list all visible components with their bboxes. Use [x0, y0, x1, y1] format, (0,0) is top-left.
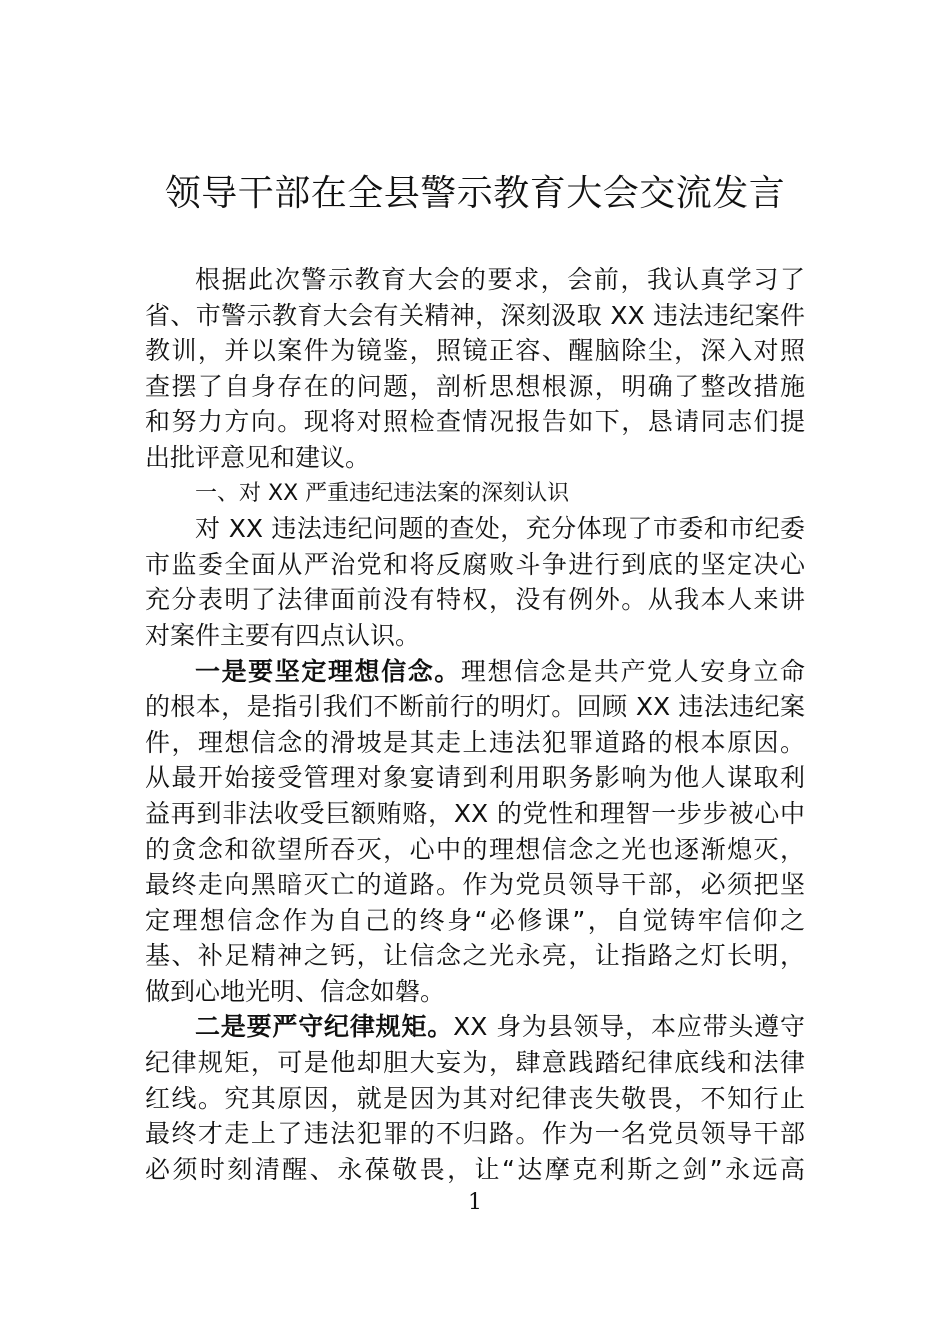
- intro-line: 教训，并以案件为镜鉴，照镜正容、醒脑除尘，深入对照: [145, 336, 805, 366]
- point1-heading: 一是要坚定理想信念。: [195, 656, 461, 686]
- point1-first-line: [145, 654, 805, 690]
- point2-heading: 二是要严守纪律规矩。: [195, 1012, 454, 1042]
- section-heading: 一、对 XX 严重违纪违法案的深刻认识: [195, 480, 570, 506]
- section-line: 对案件主要有四点认识。: [145, 620, 421, 650]
- point2-line: 必须时刻清醒、永葆敬畏，让“达摩克利斯之剑”永远高: [145, 1154, 805, 1184]
- point1-line: 的根本，是指引我们不断前行的明灯。回顾 XX 违法违纪案: [145, 692, 805, 722]
- point1-line: 的贪念和欲望所吞灭，心中的理想信念之光也逐渐熄灭，: [145, 834, 805, 864]
- point1-line: 益再到非法收受巨额贿赂，XX 的党性和理智一步步被心中: [145, 798, 805, 828]
- document-title: 领导干部在全县警示教育大会交流发言: [164, 173, 786, 214]
- document-body: [145, 262, 805, 1187]
- page-number: 1: [468, 1190, 482, 1215]
- section-line: 对 XX 违法违纪问题的查处，充分体现了市委和市纪委: [195, 514, 805, 544]
- point2-line: 纪律规矩，可是他却胆大妄为，肆意践踏纪律底线和法律: [145, 1048, 805, 1078]
- point1-line: 从最开始接受管理对象宴请到利用职务影响为他人谋取利: [145, 763, 805, 793]
- point2-line: 最终才走上了违法犯罪的不归路。作为一名党员领导干部: [145, 1119, 805, 1149]
- point1-line: 定理想信念作为自己的终身“必修课”，自觉铸牢信仰之: [145, 905, 805, 935]
- intro-line: 根据此次警示教育大会的要求，会前，我认真学习了: [195, 265, 805, 294]
- intro-line: 省、市警示教育大会有关精神，深刻汲取 XX 违法违纪案件: [145, 300, 805, 330]
- point2-first-text: XX 身为县领导，本应带头遵守: [453, 1012, 805, 1042]
- section-line: 市监委全面从严治党和将反腐败斗争进行到底的坚定决心: [145, 549, 805, 579]
- intro-line: 出批评意见和建议。: [145, 442, 371, 472]
- point1-line: 最终走向黑暗灭亡的道路。作为党员领导干部，必须把坚: [145, 870, 805, 900]
- section-line: 充分表明了法律面前没有特权，没有例外。从我本人来讲: [145, 585, 805, 615]
- point1-first-text: 理想信念是共产党人安身立命: [460, 656, 805, 686]
- point2-first-line: [145, 1009, 805, 1045]
- point1-line: 基、补足精神之钙，让信念之光永亮，让指路之灯长明，: [145, 941, 805, 971]
- intro-line: 查摆了自身存在的问题，剖析思想根源，明确了整改措施: [145, 371, 805, 401]
- point1-line: 件，理想信念的滑坡是其走上违法犯罪道路的根本原因。: [145, 727, 805, 757]
- point1-line: 做到心地光明、信念如磐。: [145, 976, 446, 1006]
- intro-line: 和努力方向。现将对照检查情况报告如下，恳请同志们提: [145, 407, 805, 437]
- point2-line: 红线。究其原因，就是因为其对纪律丧失敬畏，不知行止: [145, 1083, 805, 1113]
